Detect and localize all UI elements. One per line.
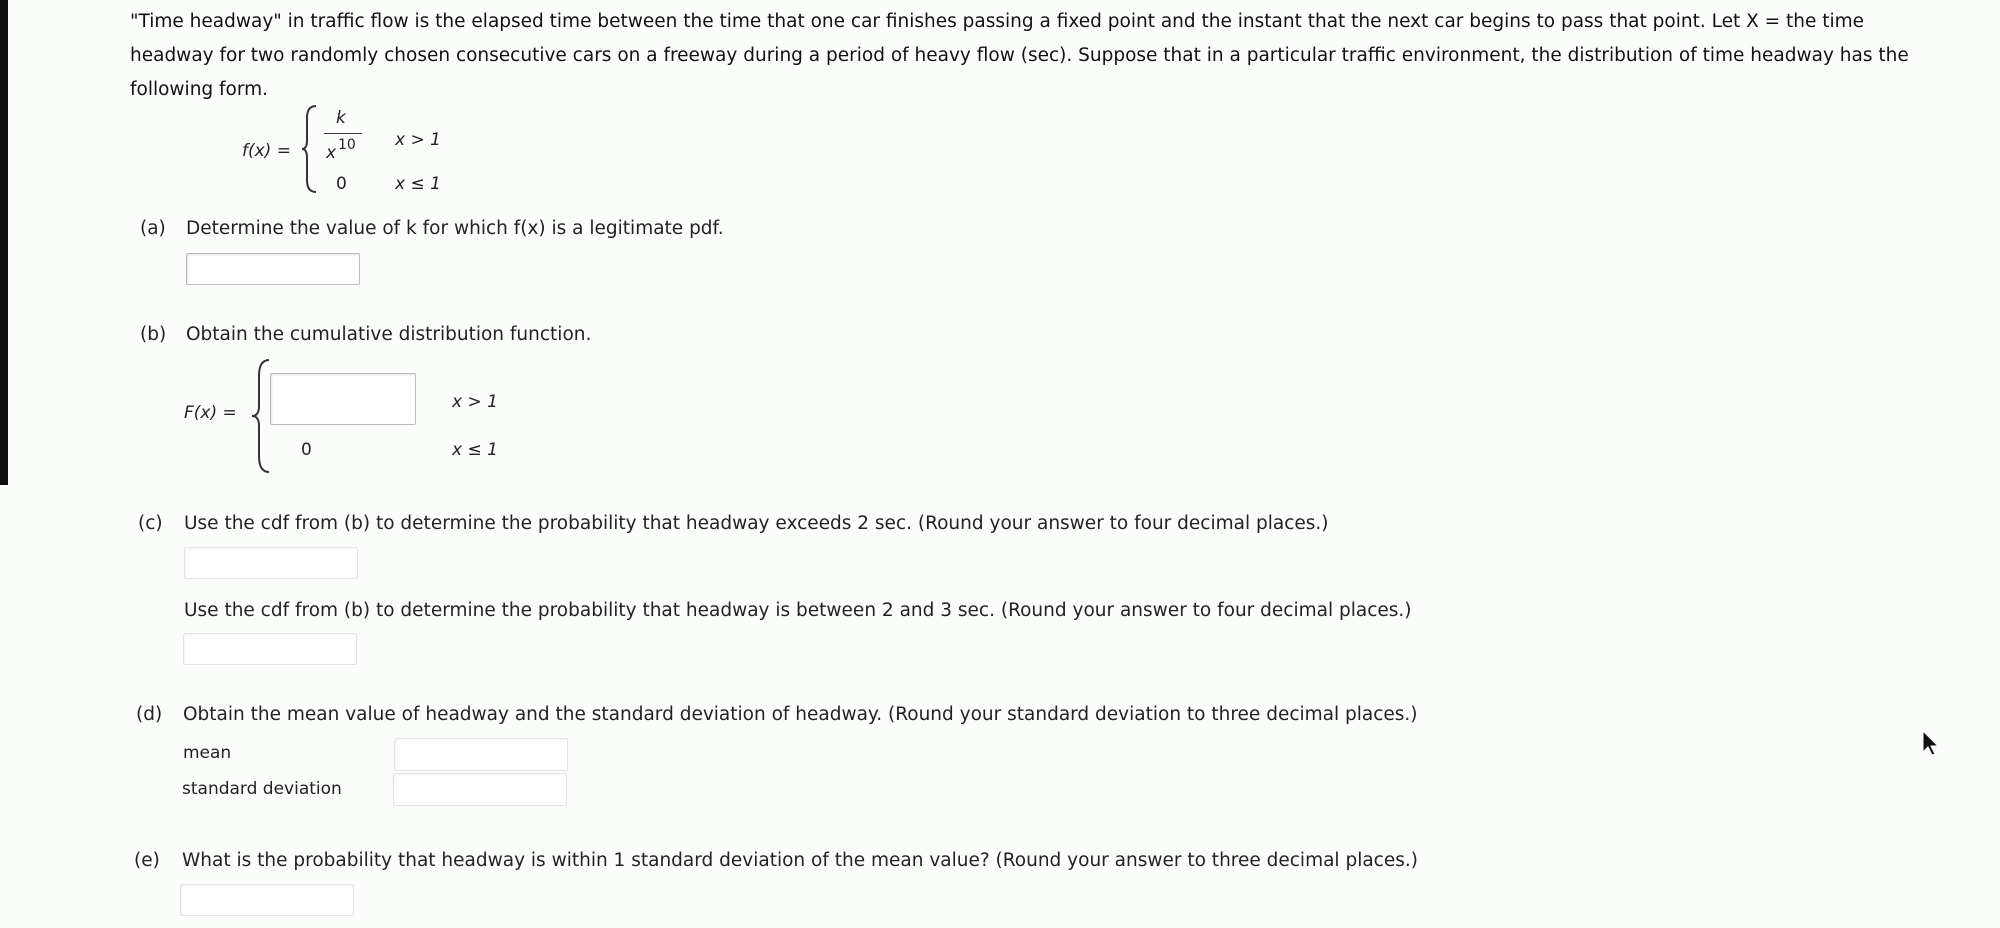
part-c-question-2: Use the cdf from (b) to determine the probability that headway is between 2 and 3 sec. (Round your answer to four decimal places.) xyxy=(184,600,1412,621)
prob-exceeds-2-input[interactable] xyxy=(184,547,358,579)
part-a-label: (a) xyxy=(140,218,166,239)
part-d-label: (d) xyxy=(136,704,163,725)
prob-between-2-3-input[interactable] xyxy=(183,633,357,665)
cdf-brace xyxy=(250,358,272,474)
part-a-question: Determine the value of k for which f(x) is a legitimate pdf. xyxy=(186,218,724,239)
pdf-condition-1: x > 1 xyxy=(395,130,441,150)
mean-input[interactable] xyxy=(394,738,568,771)
cdf-expression-input[interactable] xyxy=(270,373,416,425)
part-d-question: Obtain the mean value of headway and the standard deviation of headway. (Round your standard deviation to three decimal places.) xyxy=(183,704,1418,725)
part-e-question: What is the probability that headway is within 1 standard deviation of the mean value? (Round your answer to three decimal places.) xyxy=(182,850,1418,871)
pdf-denominator-base: x xyxy=(326,143,337,163)
part-b-label: (b) xyxy=(140,324,167,345)
pdf-zero: 0 xyxy=(336,174,347,194)
standard-deviation-input[interactable] xyxy=(393,773,567,806)
part-b-question: Obtain the cumulative distribution function. xyxy=(186,324,592,345)
problem-intro: "Time headway" in traffic flow is the elapsed time between the time that one car finishes passing a fixed point and the instant that the next car begins to pass that point. Let X = the time headway for two randomly chosen consecutive cars on a freeway during a period of heavy flow (sec). Suppose that in a particular traffic environment, the distribution of time headway has the following form. xyxy=(130,11,1909,100)
pdf-condition-2: x ≤ 1 xyxy=(395,174,441,194)
mouse-cursor-icon xyxy=(1922,730,1942,756)
cdf-condition-1: x > 1 xyxy=(452,392,498,412)
pdf-lhs: f(x) = xyxy=(242,141,291,161)
mean-label: mean xyxy=(183,743,232,763)
pdf-numerator: k xyxy=(336,108,346,128)
standard-deviation-label: standard deviation xyxy=(182,779,342,799)
prob-within-1-sd-input[interactable] xyxy=(180,884,354,916)
part-c-label: (c) xyxy=(138,513,163,534)
part-c-question-1: Use the cdf from (b) to determine the probability that headway exceeds 2 sec. (Round your answer to four decimal places.) xyxy=(184,513,1329,534)
pdf-brace xyxy=(300,104,320,194)
cdf-zero: 0 xyxy=(301,440,312,460)
window-edge xyxy=(0,0,8,485)
cdf-condition-2: x ≤ 1 xyxy=(452,440,498,460)
pdf-fraction-bar xyxy=(324,133,362,134)
k-value-input[interactable] xyxy=(186,253,360,285)
pdf-denominator-exponent: 10 xyxy=(338,137,356,153)
part-e-label: (e) xyxy=(134,850,160,871)
cdf-lhs: F(x) = xyxy=(184,403,237,423)
